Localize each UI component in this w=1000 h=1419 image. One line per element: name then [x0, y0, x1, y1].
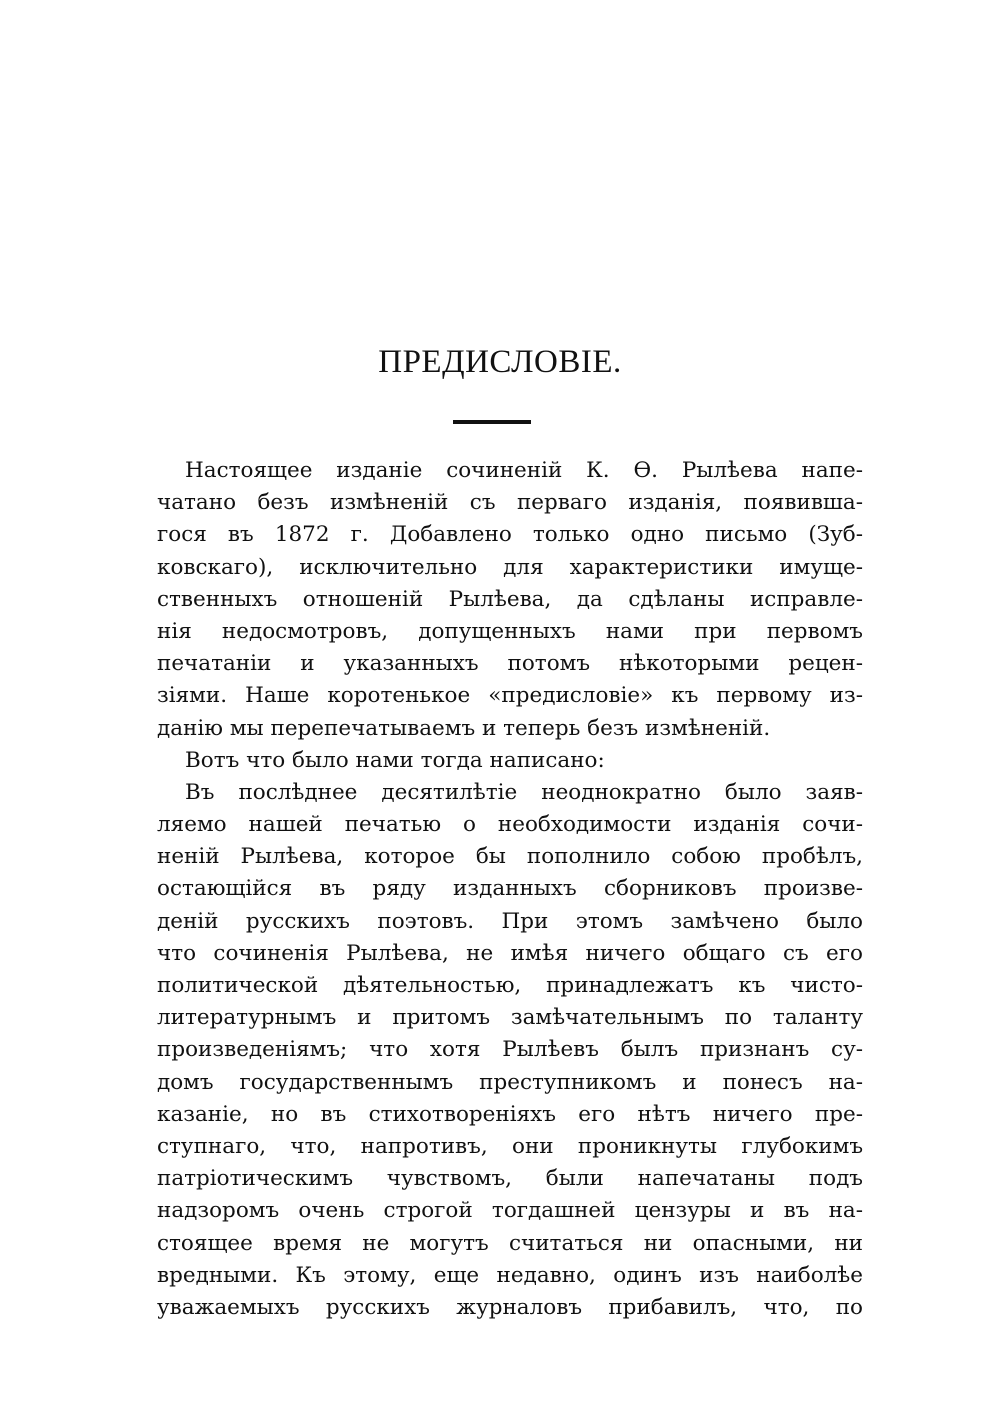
text-line: чатано безъ измѣненій съ перваго изданія, появивша-: [157, 490, 863, 516]
text-line: данію мы перепечатываемъ и теперь безъ измѣненій.: [157, 715, 771, 741]
text-line: патріотическимъ чувствомъ, были напечатаны подъ: [157, 1166, 863, 1192]
text-line: произведеніямъ; что хотя Рылѣевъ былъ признанъ су-: [157, 1037, 863, 1063]
text-line: деній русскихъ поэтовъ. При этомъ замѣчено было: [157, 908, 863, 934]
text-line: зіями. Наше коротенькое «предисловіе» къ первому из-: [157, 683, 863, 709]
text-line: надзоромъ очень строгой тогдашней цензуры и въ на-: [157, 1198, 863, 1224]
text-line: нія недосмотровъ, допущенныхъ нами при первомъ: [157, 618, 863, 644]
preface-text: [157, 455, 863, 1324]
text-line: домъ государственнымъ преступникомъ и понесъ на-: [157, 1069, 863, 1095]
text-line: гося въ 1872 г. Добавлено только одно письмо (Зуб-: [157, 522, 863, 548]
page-title: ПРЕДИСЛОВІЕ.: [378, 344, 622, 380]
text-line: Вотъ что было нами тогда написано:: [185, 747, 605, 773]
text-line: неній Рылѣева, которое бы пополнило собою пробѣлъ,: [157, 844, 863, 870]
text-line: Въ послѣднее десятилѣтіе неоднократно было заяв-: [185, 779, 863, 805]
text-line: литературнымъ и притомъ замѣчательнымъ по таланту: [157, 1005, 863, 1031]
text-line: казаніе, но въ стихотвореніяхъ его нѣтъ ничего пре-: [157, 1101, 863, 1127]
text-line: ляемо нашей печатью о необходимости изданія сочи-: [157, 812, 863, 838]
text-line: ственныхъ отношеній Рылѣева, да сдѣланы исправле-: [157, 586, 863, 612]
text-line: печатаніи и указанныхъ потомъ нѣкоторыми рецен-: [157, 651, 863, 677]
text-line: политической дѣятельностью, принадлежатъ къ чисто-: [157, 973, 863, 998]
text-line: что сочиненія Рылѣева, не имѣя ничего общаго съ его: [157, 940, 863, 966]
text-line: уважаемыхъ русскихъ журналовъ прибавилъ, что, по: [157, 1294, 863, 1320]
text-line: стоящее время не могутъ считаться ни опасными, ни: [157, 1230, 863, 1256]
text-line: Настоящее изданіе сочиненій К. Ѳ. Рылѣева напе-: [185, 458, 863, 483]
text-line: ковскаго), исключительно для характеристики имуще-: [157, 554, 863, 580]
text-line: остающійся въ ряду изданныхъ сборниковъ произве-: [157, 876, 863, 902]
text-line: вредными. Къ этому, еще недавно, одинъ изъ наиболѣе: [157, 1262, 863, 1288]
text-line: ступнаго, что, напротивъ, они проникнуты глубокимъ: [157, 1133, 863, 1159]
title-divider: [453, 420, 531, 424]
